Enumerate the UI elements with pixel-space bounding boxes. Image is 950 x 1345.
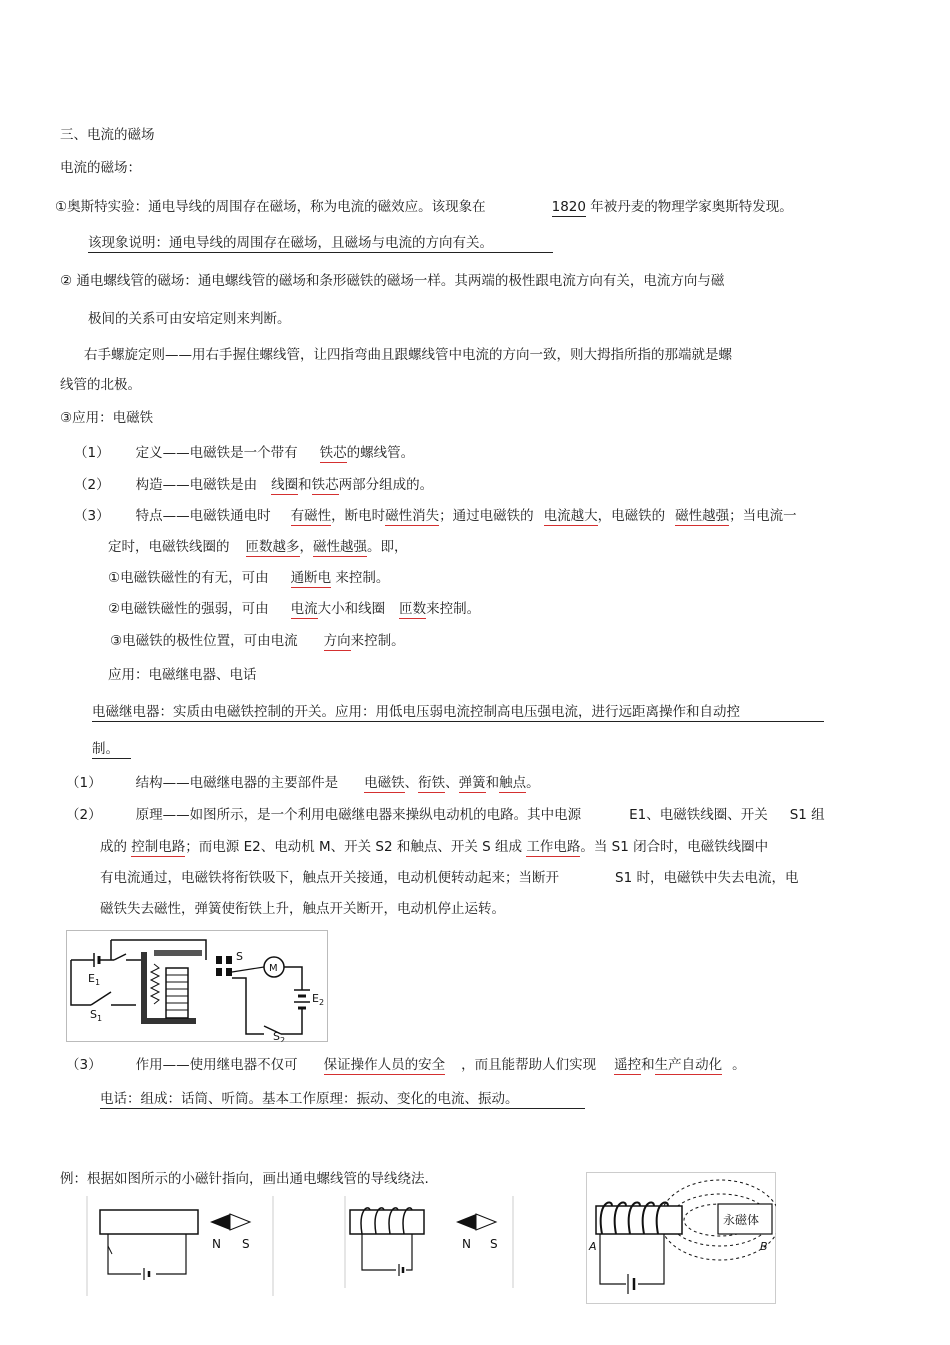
principle-text: 有电流通过，电磁铁将衔铁吸下，触点开关接通，电动机便转动起来；当断开 [100, 870, 559, 886]
em-uses: 应用：电磁继电器、电话 [108, 667, 257, 683]
solenoid-wound-diagram [344, 1196, 514, 1288]
oersted-prefix: ①奥斯特实验：通电导线的周围存在磁场，称为电流的磁效应。该现象在 [55, 199, 486, 215]
relay-definition-end: 制。 [92, 741, 131, 759]
sep: 、 [404, 775, 419, 791]
relay-definition: 电磁继电器：实质由电磁铁控制的开关。应用：用低电压弱电流控制高电压强电流，进行远距离操作和自动控 [92, 704, 824, 722]
blank-answer: 遥控 [614, 1057, 642, 1073]
def-text: 定义——电磁铁是一个带有 [135, 445, 298, 461]
blank-answer: 匝数 [399, 601, 427, 617]
sep: 和 [485, 775, 500, 791]
control-end: 来控制。 [335, 570, 390, 586]
em-structure [74, 476, 433, 494]
blank-answer: 有磁性 [290, 508, 332, 524]
function-text: 。 [732, 1057, 746, 1073]
relay-function [66, 1056, 746, 1074]
relay-principle-line1 [66, 806, 825, 824]
blank-answer: 铁芯 [319, 445, 347, 461]
feature-text: ；当电流一 [729, 508, 797, 524]
item-number: （2） [66, 807, 102, 823]
principle-text: S1 组 [789, 807, 825, 823]
structure-text: 构造——电磁铁是由 [135, 477, 258, 493]
point-b-label: B [760, 1240, 768, 1253]
blank-answer: 通断电 [290, 570, 332, 586]
magnet-label: 永磁体 [723, 1213, 760, 1227]
example-figure-1 [86, 1196, 274, 1296]
blank-answer: 弹簧 [458, 775, 486, 791]
feature-text: 定时，电磁铁线圈的 [108, 539, 230, 555]
switch-label: S [236, 950, 243, 963]
blank-answer: 工作电路 [526, 839, 581, 855]
relay-line2 [92, 740, 131, 758]
structure-end: 两部分组成的。 [338, 477, 434, 493]
em-feature-line1 [74, 507, 797, 525]
oersted-line [55, 198, 793, 216]
function-text: 和 [641, 1057, 655, 1073]
control-text: ①电磁铁磁性的有无，可由 [108, 570, 269, 586]
principle-text: S1 时，电磁铁中失去电流，电 [615, 870, 799, 886]
relay-principle-line2 [100, 838, 768, 856]
s1-label: $S_1$ [90, 1008, 103, 1023]
principle-text: ；而电源 E2、电动机 M、开关 S2 和触点、开关 S 组成 [185, 839, 523, 855]
item-number: （1） [74, 445, 110, 461]
function-text: ，而且能帮助人们实现 [461, 1057, 597, 1073]
oersted-explain-line [88, 234, 553, 252]
example-figure-3 [586, 1172, 776, 1304]
control-text: ②电磁铁磁性的强弱，可由 [108, 601, 269, 617]
subtitle: 电流的磁场： [60, 160, 141, 176]
relay-structure-text: 结构——电磁继电器的主要部件是 [135, 775, 339, 791]
principle-text: 成的 [100, 839, 127, 855]
feature-text: ；通过电磁铁的 [439, 508, 534, 524]
item-number: （1） [66, 775, 102, 791]
e1-label: $E_1$ [88, 972, 101, 987]
motor-label: M [269, 963, 278, 974]
em-feature-line2 [108, 538, 408, 556]
oersted-explain: 该现象说明：通电导线的周围存在磁场，且磁场与电流的方向有关。 [88, 235, 553, 253]
needle-s-label: S [490, 1237, 498, 1251]
control-2 [108, 600, 480, 618]
sep: 。 [526, 775, 540, 791]
def-end: 的螺线管。 [346, 445, 415, 461]
application-title: ③应用：电磁铁 [60, 410, 154, 426]
oersted-year: 1820 [551, 199, 586, 215]
control-text: ③电磁铁的极性位置，可由电流 [110, 633, 298, 649]
example-figure-2 [344, 1196, 514, 1288]
blank-answer: 保证操作人员的安全 [323, 1057, 446, 1073]
item-number: （2） [74, 477, 110, 493]
feature-text: ，电磁铁的 [597, 508, 666, 524]
blank-answer: 电磁铁 [364, 775, 405, 791]
relay-circuit-diagram [66, 930, 328, 1042]
phone-line [100, 1090, 585, 1108]
needle-s-label: S [242, 1237, 250, 1251]
control-3 [110, 632, 405, 650]
relay-line1 [92, 703, 824, 721]
relay-principle-line4: 磁铁失去磁性，弹簧使衔铁上升，触点开关断开，电动机停止运转。 [100, 901, 505, 917]
control-end: 来控制。 [426, 601, 481, 617]
structure-mid: 和 [298, 477, 312, 493]
relay-structure [66, 774, 540, 792]
feature-text: 特点——电磁铁通电时 [135, 508, 271, 524]
point-a-label: A [589, 1240, 597, 1253]
item-number: （3） [66, 1057, 102, 1073]
blank-answer: 生产自动化 [654, 1057, 723, 1073]
e2-label: $E_2$ [312, 992, 325, 1007]
blank-answer: 匝数越多 [245, 539, 300, 555]
control-end: 来控制。 [350, 633, 405, 649]
function-text: 作用——使用继电器不仅可 [135, 1057, 298, 1073]
blank-answer: 铁芯 [311, 477, 339, 493]
solenoid-blank-diagram [86, 1196, 274, 1296]
principle-text: 。当 S1 闭合时，电磁铁线圈中 [580, 839, 769, 855]
blank-answer: 电流越大 [543, 508, 598, 524]
oersted-suffix: 年被丹麦的物理学家奥斯特发现。 [590, 199, 793, 215]
blank-answer: 磁性消失 [385, 508, 440, 524]
blank-answer: 线圈 [271, 477, 299, 493]
phone-text: 电话：组成：话筒、听筒。基本工作原理：振动、变化的电流、振动。 [100, 1091, 585, 1109]
solenoid-line1: ② 通电螺线管的磁场：通电螺线管的磁场和条形磁铁的磁场一样。其两端的极性跟电流方向有关，电流方向与磁 [60, 273, 725, 289]
relay-principle-line3 [100, 869, 798, 887]
s2-label: $S_2$ [273, 1030, 286, 1042]
blank-answer: 磁性越强 [675, 508, 730, 524]
right-hand-line2: 线管的北极。 [60, 377, 141, 393]
feature-text: ，断电时 [331, 508, 386, 524]
control-1 [108, 569, 389, 587]
blank-answer: 磁性越强 [313, 539, 367, 555]
solenoid-magnet-diagram [586, 1172, 776, 1304]
sep: 、 [445, 775, 459, 791]
section-title: 三、电流的磁场 [60, 127, 155, 143]
relay-circuit-figure [66, 930, 328, 1042]
right-hand-line1: 右手螺旋定则——用右手握住螺线管，让四指弯曲且跟螺线管中电流的方向一致，则大拇指所指的那端就是螺 [84, 347, 732, 363]
solenoid-line2: 极间的关系可由安培定则来判断。 [88, 311, 291, 327]
blank-answer: 触点 [499, 775, 527, 791]
principle-text: 原理——如图所示，是一个利用电磁继电器来操纵电动机的电路。其中电源 [135, 807, 582, 823]
needle-n-label: N [462, 1237, 471, 1251]
feature-text: 。即， [367, 539, 408, 555]
blank-answer: 电流 [290, 601, 318, 617]
feature-text: ， [299, 539, 313, 555]
blank-answer: 衔铁 [418, 775, 446, 791]
blank-answer: 方向 [323, 633, 351, 649]
control-mid: 大小和线圈 [317, 601, 386, 617]
em-definition [74, 444, 414, 462]
item-number: （3） [74, 508, 110, 524]
needle-n-label: N [212, 1237, 221, 1251]
example-text: 例：根据如图所示的小磁针指向，画出通电螺线管的导线绕法. [60, 1171, 429, 1187]
blank-answer: 控制电路 [131, 839, 186, 855]
principle-text: E1、电磁铁线圈、开关 [629, 807, 768, 823]
